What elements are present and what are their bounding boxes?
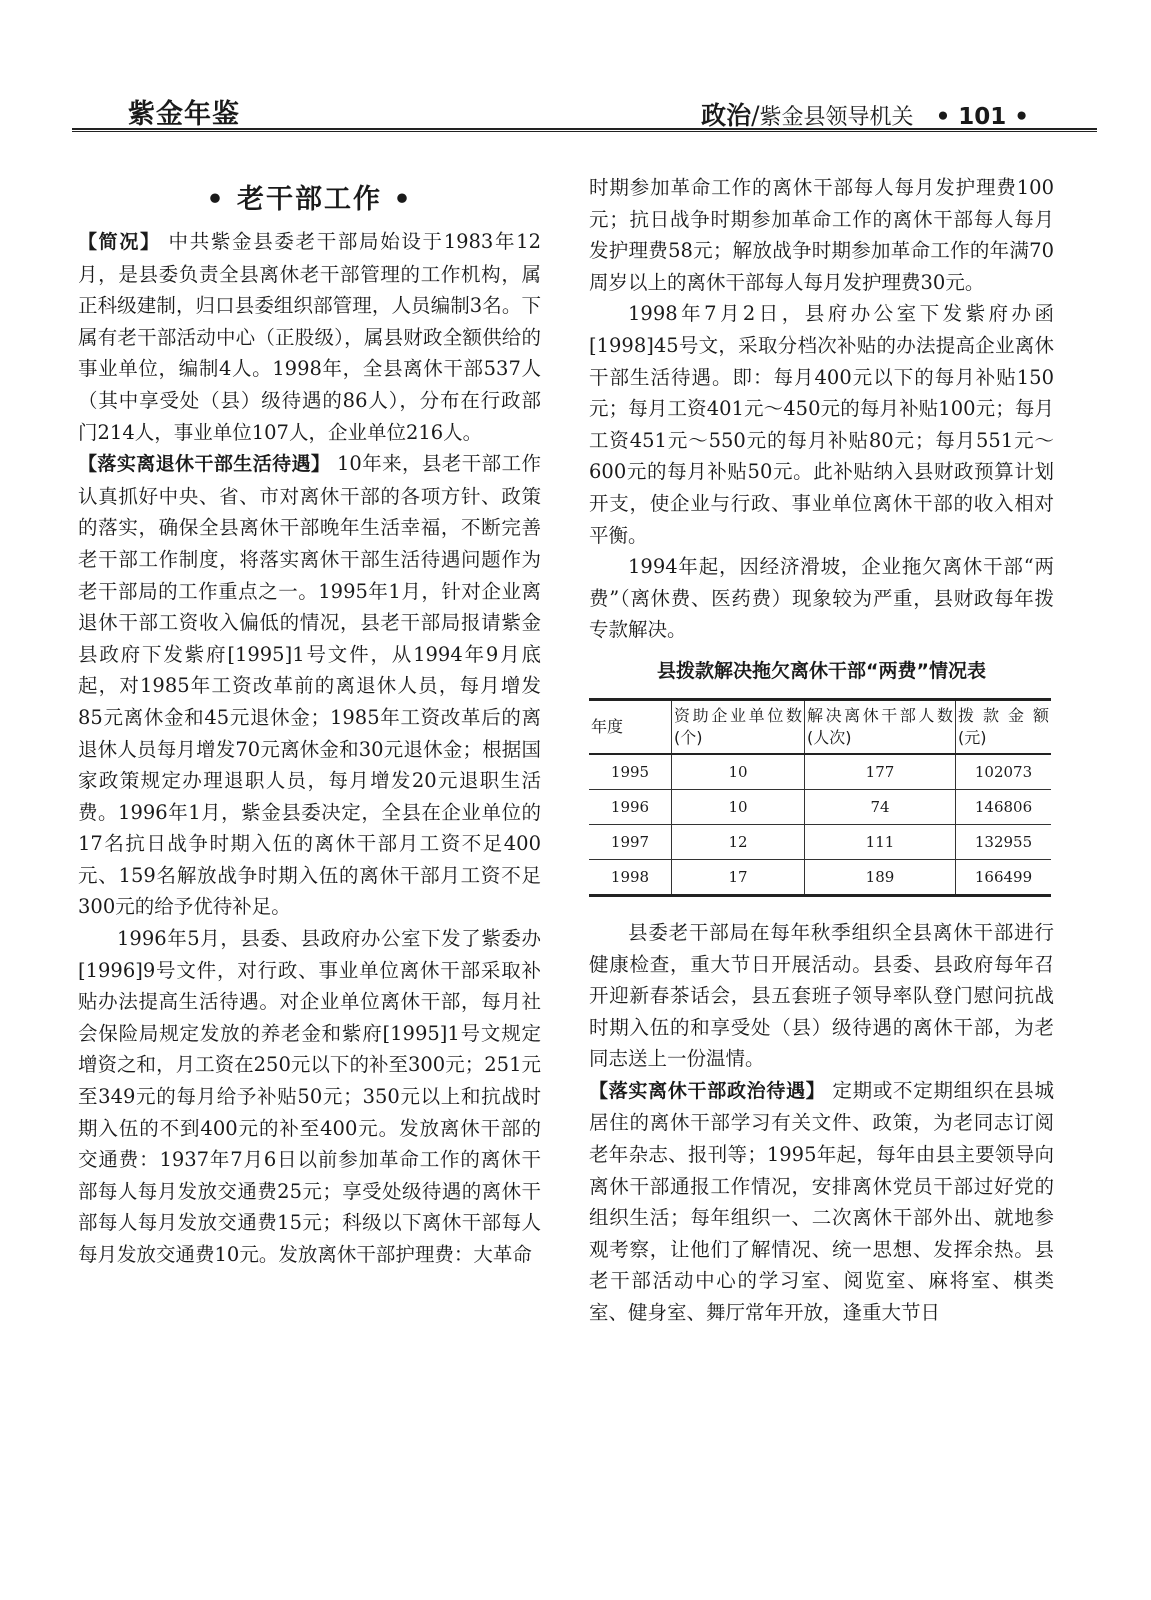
table-row — [589, 824, 1051, 859]
section-name: 政治 — [701, 101, 752, 130]
table-cell: 146806 — [956, 789, 1052, 824]
table-cell: 74 — [805, 789, 956, 824]
paragraph-1996-subsidy: 1996年5月，县委、县政府办公室下发了紫委办[1996]9号文件，对行政、事业单位离休干部采取补贴办法提高生活待遇。对企业单位离休干部，每月社会保险局规定发放的养老金和紫府[1995]1号文规定增资之和，月工资在250元以下的补至300元；251元至349元的每月给予补贴50元；350元以上和抗战时期入伍的不到400元的补至400元。发放离休干部的交通费：1937年7月6日以前参加革命工作的离休干部每人每月发放交通费25元；享受处级待遇的离休干部每人每月发放交通费15元；科级以下离休干部每人每月发放交通费10元。发放离休干部护理费：大革命 — [78, 927, 541, 1266]
paragraph-1998-subsidy: 1998年7月2日，县府办公室下发紫府办函[1998]45号文，采取分档次补贴的办法提高企业离休干部生活待遇。即：每月400元以下的每月补贴150元；每月工资401元～450元的每月补贴100元；每月工资451元～550元的每月补贴80元；每月551元～600元的每月补贴50元。此补贴纳入县财政预算计划开支，使企业与行政、事业单位离休干部的收入相对平衡。 — [589, 302, 1054, 547]
table-cell: 177 — [805, 754, 956, 790]
paragraph-arrears: 1994年起，因经济滑坡，企业拖欠离休干部“两费”（离休费、医药费）现象较为严重，县财政每年拨专款解决。 — [589, 555, 1054, 642]
table-cell: 1996 — [589, 789, 672, 824]
table-header: 拨款金额(元) — [956, 699, 1052, 754]
right-column — [589, 172, 1054, 1329]
keyword-living-treatment: 【落实离退休干部生活待遇】 — [78, 453, 331, 476]
table-row — [589, 789, 1051, 824]
table-cell: 10 — [672, 789, 805, 824]
table-cell: 166499 — [956, 859, 1052, 895]
paragraph-overview — [78, 226, 541, 448]
table-cell: 10 — [672, 754, 805, 790]
header-slash: / — [751, 101, 760, 130]
book-title: 紫金年鉴 — [128, 99, 240, 130]
running-header — [701, 96, 1029, 132]
table-title: 县拨款解决拖欠离休干部“两费”情况表 — [657, 659, 986, 682]
living-treatment-text: 10年来，县老干部工作认真抓好中央、省、市对离休干部的各项方针、政策的落实，确保全县离休干部晚年生活幸福，不断完善老干部工作制度，将落实离休干部生活待遇问题作为老干部局的工作重点之一。1995年1月，针对企业离退休干部工资收入偏低的情况，县老干部局报请紫金县政府下发紫府[1995]1号文件，从1994年9月底起，对1985年工资改革前的离退休人员，每月增发85元离休金和45元退休金；1985年工资改革后的离退休人员每月增发70元离休金和30元退休金；根据国家政策规定办理退职人员，每月增发20元退职生活费。1996年1月，紫金县委决定，全县在企业单位的17名抗日战争时期入伍的离休干部月工资不足400元、159名解放战争时期入伍的离休干部月工资不足300元的给予优待补足。 — [78, 452, 541, 919]
paragraph-political-treatment — [589, 1075, 1054, 1329]
header-rule — [72, 128, 1097, 130]
table-cell: 1995 — [589, 754, 672, 790]
table-row — [589, 859, 1051, 895]
page-number: • 101 • — [935, 104, 1029, 130]
article-title: • 老干部工作 • — [206, 184, 413, 215]
left-column — [78, 172, 541, 1271]
table-cell: 1997 — [589, 824, 672, 859]
subsection-name: 紫金县领导机关 — [759, 105, 914, 130]
table-header: 年度 — [589, 699, 672, 754]
funding-table — [589, 698, 1051, 897]
table-cell: 102073 — [956, 754, 1052, 790]
table-header: 资助企业单位数(个) — [672, 699, 805, 754]
table-cell: 189 — [805, 859, 956, 895]
political-treatment-text: 定期或不定期组织在县城居住的离休干部学习有关文件、政策，为老同志订阅老年杂志、报刊等；1995年起，每年由县主要领导向离休干部通报工作情况，安排离休党员干部过好党的组织生活；每年组织一、二次离休干部外出、就地参观考察，让他们了解情况、统一思想、发挥余热。县老干部活动中心的学习室、阅览室、麻将室、棋类室、健身室、舞厅常年开放，逢重大节日 — [589, 1078, 1054, 1325]
table-header: 解决离休干部人数(人次) — [805, 699, 956, 754]
table-cell: 132955 — [956, 824, 1052, 859]
overview-text: 中共紫金县委老干部局始设于1983年12月，是县委负责全县离休老干部管理的工作机构，属正科级建制，归口县委组织部管理，人员编制3名。下属有老干部活动中心（正股级），属县财政全额供给的事业单位，编制4人。1998年，全县离休干部537人（其中享受处（县）级待遇的86人），分布在行政部门214人，事业单位107人，企业单位216人。 — [78, 230, 541, 444]
header-rule-thin — [72, 131, 1097, 132]
paragraph-care-fee: 时期参加革命工作的离休干部每人每月发护理费100元；抗日战争时期参加革命工作的离休干部每人每月发护理费58元；解放战争时期参加革命工作的年满70周岁以上的离休干部每人每月发护理费30元。 — [589, 176, 1054, 294]
keyword-political-treatment: 【落实离休干部政治待遇】 — [589, 1079, 826, 1102]
table-cell: 12 — [672, 824, 805, 859]
keyword-overview: 【简况】 — [78, 231, 161, 253]
table-cell: 17 — [672, 859, 805, 895]
paragraph-health-check: 县委老干部局在每年秋季组织全县离休干部进行健康检查，重大节日开展活动。县委、县政府每年召开迎新春茶话会，县五套班子领导率队登门慰问抗战时期入伍的和享受处（县）级待遇的离休干部，为老同志送上一份温情。 — [589, 920, 1054, 1071]
table-cell: 111 — [805, 824, 956, 859]
table-header-row — [589, 699, 1051, 754]
table-row — [589, 754, 1051, 790]
paragraph-living-treatment — [78, 448, 541, 923]
table-cell: 1998 — [589, 859, 672, 895]
